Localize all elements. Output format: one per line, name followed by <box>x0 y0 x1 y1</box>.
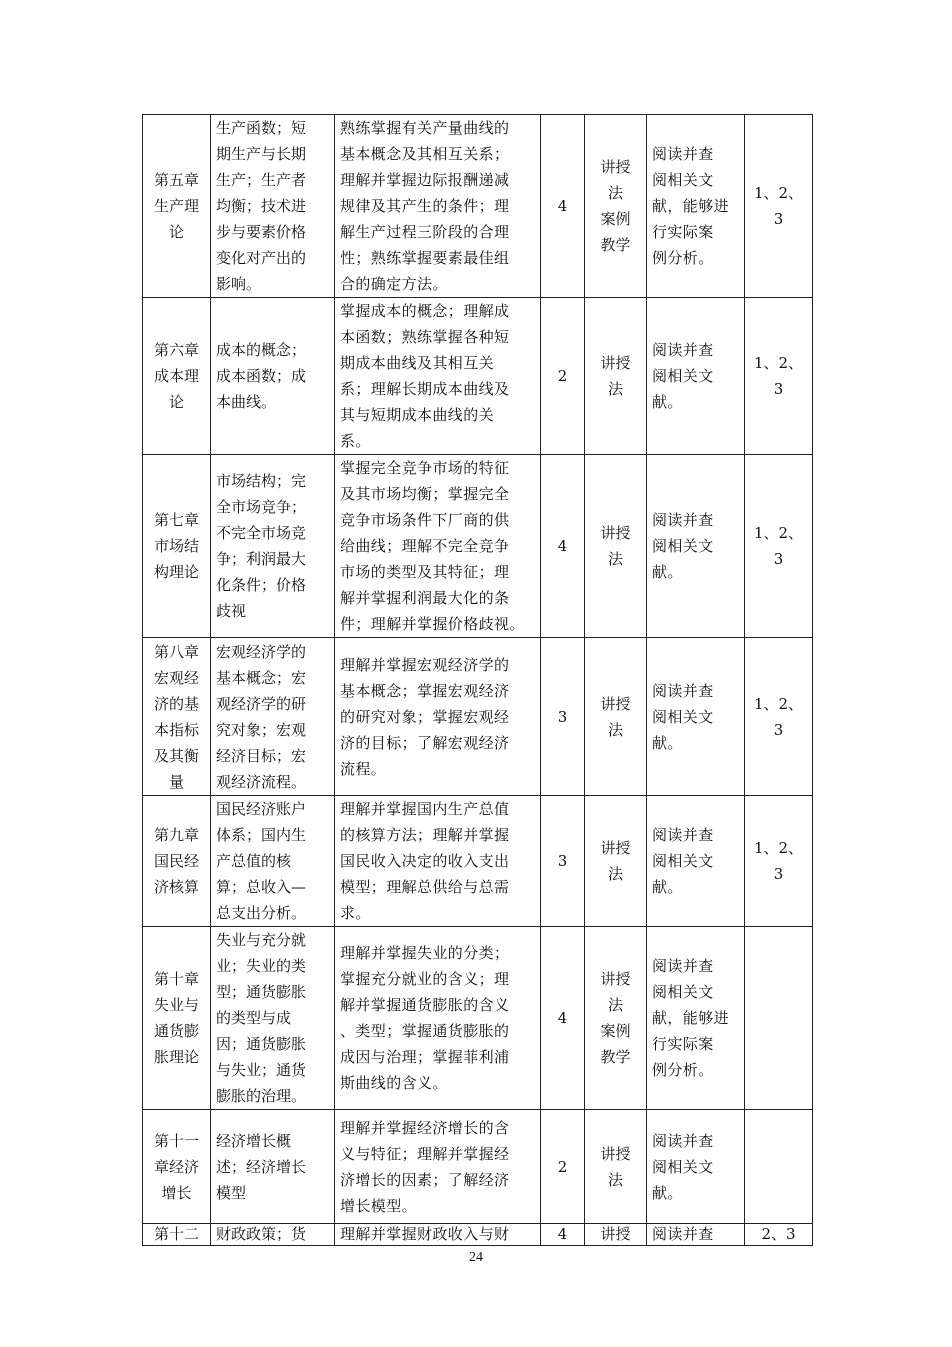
table-row <box>143 298 813 455</box>
content-cell-text: 失业与充分就 业；失业的类 型；通货膨胀 的类型与成 因；通货膨胀 与失业；通货 膨胀的治理。 <box>216 931 307 1105</box>
goals-cell-text: 理解并掌握财政收入与财 <box>340 1225 510 1243</box>
requirement-cell <box>647 638 745 796</box>
chapter-cell <box>143 796 211 927</box>
method-cell-text: 讲授 法 <box>600 524 631 568</box>
chapter-cell-text: 第五章 生产理 论 <box>153 171 199 241</box>
content-cell-text: 国民经济账户 体系；国内生 产总值的核 算；总收入— 总支出分析。 <box>216 800 307 922</box>
requirement-cell-text: 阅读并查 <box>652 1225 714 1243</box>
method-cell <box>585 796 647 927</box>
goals-cell <box>335 115 541 298</box>
goals-cell-text: 熟练掌握有关产量曲线的 基本概念及其相互关系； 理解并掌握边际报酬递减 规律及其产生的条件；理 解生产过程三阶段的合理 性；熟练掌握要素最佳组 合的确定方法。 <box>340 119 510 293</box>
content-cell-text: 生产函数；短 期生产与长期 生产；生产者 均衡；技术进 步与要素价格 变化对产出的 影响。 <box>216 119 307 293</box>
method-cell-text: 讲授 法 案例 教学 <box>600 158 631 254</box>
table-row <box>143 927 813 1110</box>
refs-cell <box>745 298 813 455</box>
goals-cell <box>335 638 541 796</box>
hours-cell-text: 3 <box>557 707 568 726</box>
refs-cell <box>745 1224 813 1246</box>
hours-cell <box>541 298 585 455</box>
hours-cell <box>541 1110 585 1224</box>
page-number: 24 <box>469 1250 483 1265</box>
refs-cell <box>745 455 813 638</box>
hours-cell-text: 4 <box>557 1009 568 1027</box>
refs-cell <box>745 115 813 298</box>
method-cell-text: 讲授 法 案例 教学 <box>600 970 631 1066</box>
refs-cell <box>745 638 813 796</box>
chapter-cell-text: 第八章 宏观经 济的基 本指标 及其衡 量 <box>153 642 199 791</box>
requirement-cell-text: 阅读并查 阅相关文 献。 <box>652 341 714 411</box>
hours-cell <box>541 455 585 638</box>
content-cell <box>211 638 335 796</box>
method-cell <box>585 455 647 638</box>
hours-cell-text: 4 <box>557 537 568 555</box>
refs-cell <box>745 796 813 927</box>
method-cell-text: 讲授 <box>600 1225 631 1243</box>
goals-cell-text: 理解并掌握经济增长的含 义与特征；理解并掌握经 济增长的因素；了解经济 增长模型。 <box>340 1118 510 1215</box>
requirement-cell <box>647 1110 745 1224</box>
table-row <box>143 796 813 927</box>
method-cell-text: 讲授 法 <box>600 694 631 739</box>
hours-cell <box>541 638 585 796</box>
content-cell-text: 宏观经济学的 基本概念；宏 观经济学的研 究对象；宏观 经济目标；宏 观经济流程。 <box>216 642 307 791</box>
chapter-cell <box>143 455 211 638</box>
refs-cell <box>745 1110 813 1224</box>
refs-cell-text: 1、2、3 <box>753 524 804 568</box>
chapter-cell-text: 第六章 成本理 论 <box>153 341 199 411</box>
requirement-cell <box>647 115 745 298</box>
hours-cell-text: 4 <box>557 197 568 215</box>
hours-cell-text: 2 <box>557 1157 568 1176</box>
chapter-cell <box>143 115 211 298</box>
table-row <box>143 1224 813 1246</box>
content-cell <box>211 455 335 638</box>
method-cell <box>585 115 647 298</box>
method-cell <box>585 638 647 796</box>
content-cell <box>211 298 335 455</box>
content-cell-text: 成本的概念； 成本函数；成 本曲线。 <box>216 341 307 411</box>
content-cell <box>211 115 335 298</box>
requirement-cell <box>647 927 745 1110</box>
requirement-cell-text: 阅读并查 阅相关文 献。 <box>652 511 714 581</box>
method-cell-text: 讲授 法 <box>600 354 631 398</box>
chapter-cell-text: 第十一 章经济 增长 <box>153 1131 199 1202</box>
goals-cell <box>335 927 541 1110</box>
chapter-cell <box>143 1224 211 1246</box>
content-cell <box>211 927 335 1110</box>
refs-cell-text: 1、2、3 <box>753 839 804 883</box>
goals-cell <box>335 298 541 455</box>
requirement-cell-text: 阅读并查 阅相关文 献。 <box>652 1131 714 1202</box>
refs-cell-text: 1、2、3 <box>753 694 804 739</box>
hours-cell-text: 4 <box>557 1225 568 1243</box>
requirement-cell <box>647 1224 745 1246</box>
chapter-cell-text: 第十章 失业与 通货膨 胀理论 <box>153 970 199 1066</box>
table-row <box>143 455 813 638</box>
chapter-cell <box>143 638 211 796</box>
hours-cell <box>541 796 585 927</box>
requirement-cell-text: 阅读并查 阅相关文 献，能够进 行实际案 例分析。 <box>652 145 730 267</box>
content-cell <box>211 796 335 927</box>
chapter-cell-text: 第十二 <box>153 1225 199 1243</box>
chapter-cell <box>143 1110 211 1224</box>
hours-cell <box>541 115 585 298</box>
goals-cell <box>335 796 541 927</box>
table-row <box>143 115 813 298</box>
goals-cell <box>335 1110 541 1224</box>
refs-cell-text: 2、3 <box>761 1225 796 1243</box>
goals-cell-text: 理解并掌握国内生产总值 的核算方法；理解并掌握 国民收入决定的收入支出 模型；理解总供给与总需 求。 <box>340 800 510 922</box>
method-cell <box>585 298 647 455</box>
chapter-cell-text: 第九章 国民经 济核算 <box>153 826 199 896</box>
refs-cell-text: 1、2、3 <box>753 354 804 398</box>
table-row <box>143 1110 813 1224</box>
table-row <box>143 638 813 796</box>
requirement-cell <box>647 298 745 455</box>
requirement-cell-text: 阅读并查 阅相关文 献，能够进 行实际案 例分析。 <box>652 957 730 1079</box>
requirement-cell-text: 阅读并查 阅相关文 献。 <box>652 681 714 752</box>
hours-cell-text: 2 <box>557 367 568 385</box>
content-cell-text: 财政政策；货 <box>216 1225 307 1243</box>
refs-cell <box>745 927 813 1110</box>
method-cell <box>585 927 647 1110</box>
content-cell <box>211 1110 335 1224</box>
chapter-cell-text: 第七章 市场结 构理论 <box>153 511 199 581</box>
requirement-cell <box>647 455 745 638</box>
goals-cell <box>335 1224 541 1246</box>
goals-cell <box>335 455 541 638</box>
hours-cell <box>541 927 585 1110</box>
method-cell <box>585 1224 647 1246</box>
content-cell <box>211 1224 335 1246</box>
method-cell-text: 讲授 法 <box>600 1144 631 1189</box>
goals-cell-text: 掌握成本的概念；理解成 本函数；熟练掌握各种短 期成本曲线及其相互关 系；理解长期成本曲线及 其与短期成本曲线的关 系。 <box>340 302 510 450</box>
content-cell-text: 市场结构；完 全市场竞争； 不完全市场竞 争；利润最大 化条件；价格 歧视 <box>216 472 307 620</box>
refs-cell-text: 1、2、3 <box>753 184 804 228</box>
method-cell-text: 讲授 法 <box>600 839 631 883</box>
hours-cell-text: 3 <box>557 852 568 870</box>
chapter-cell <box>143 927 211 1110</box>
requirement-cell-text: 阅读并查 阅相关文 献。 <box>652 826 714 896</box>
goals-cell-text: 理解并掌握失业的分类； 掌握充分就业的含义；理 解并掌握通货膨胀的含义 、类型；掌握通货膨胀的 成因与治理；掌握菲利浦 斯曲线的含义。 <box>340 944 510 1092</box>
goals-cell-text: 理解并掌握宏观经济学的 基本概念；掌握宏观经济 的研究对象；掌握宏观经 济的目标；了解宏观经济 流程。 <box>340 655 510 778</box>
requirement-cell <box>647 796 745 927</box>
goals-cell-text: 掌握完全竞争市场的特征 及其市场均衡；掌握完全 竞争市场条件下厂商的供 给曲线；理解不完全竞争 市场的类型及其特征；理 解并掌握利润最大化的条 件；理解并掌握价格歧视。 <box>340 459 525 633</box>
hours-cell <box>541 1224 585 1246</box>
method-cell <box>585 1110 647 1224</box>
content-cell-text: 经济增长概 述；经济增长 模型 <box>216 1131 307 1202</box>
syllabus-table <box>142 114 813 1246</box>
chapter-cell <box>143 298 211 455</box>
